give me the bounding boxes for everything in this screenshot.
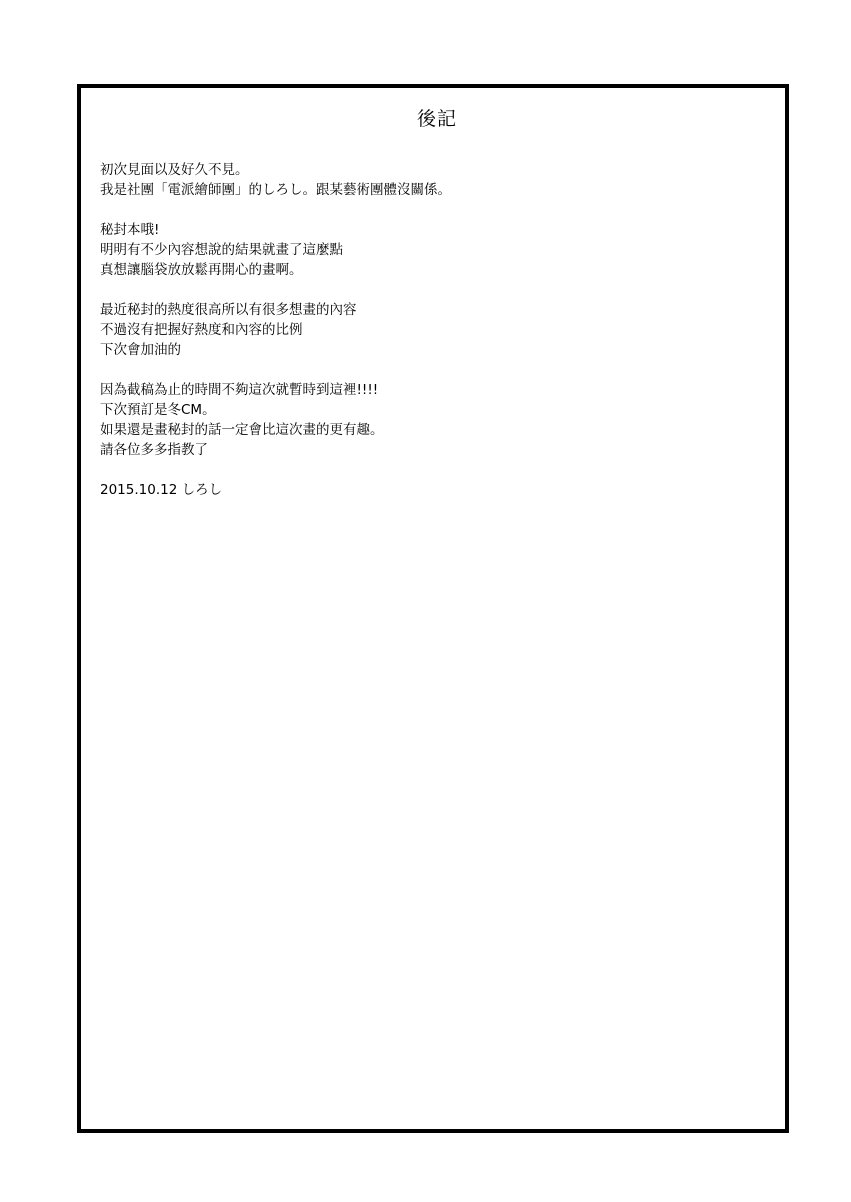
page-frame xyxy=(77,84,789,1133)
text-line: 明明有不少內容想說的結果就畫了這麼點 xyxy=(100,242,343,258)
signature-date: 2015.10.12 しろし xyxy=(100,482,223,498)
text-line: 不過沒有把握好熱度和內容的比例 xyxy=(100,322,303,338)
text-line: 因為截稿為止的時間不夠這次就暫時到這裡!!!! xyxy=(100,382,379,398)
text-line: 我是社團「電派繪師團」的しろし。跟某藝術團體沒關係。 xyxy=(100,182,451,198)
text-line: 初次見面以及好久不見。 xyxy=(100,162,249,178)
afterword-body xyxy=(100,160,760,500)
text-line: 最近秘封的熱度很高所以有很多想畫的內容 xyxy=(100,302,357,318)
text-line: 請各位多多指教了 xyxy=(100,442,208,458)
paragraph-book xyxy=(100,220,760,280)
paragraph-greeting xyxy=(100,160,760,200)
text-line: 下次預訂是冬CM。 xyxy=(100,402,216,418)
text-line: 如果還是畫秘封的話一定會比這次畫的更有趣。 xyxy=(100,422,384,438)
page-title: 後記 xyxy=(416,108,457,130)
text-line: 秘封本哦! xyxy=(100,222,160,238)
text-line: 下次會加油的 xyxy=(100,342,181,358)
paragraph-next-event xyxy=(100,380,760,460)
text-line: 真想讓腦袋放放鬆再開心的畫啊。 xyxy=(100,262,303,278)
paragraph-popularity xyxy=(100,300,760,360)
